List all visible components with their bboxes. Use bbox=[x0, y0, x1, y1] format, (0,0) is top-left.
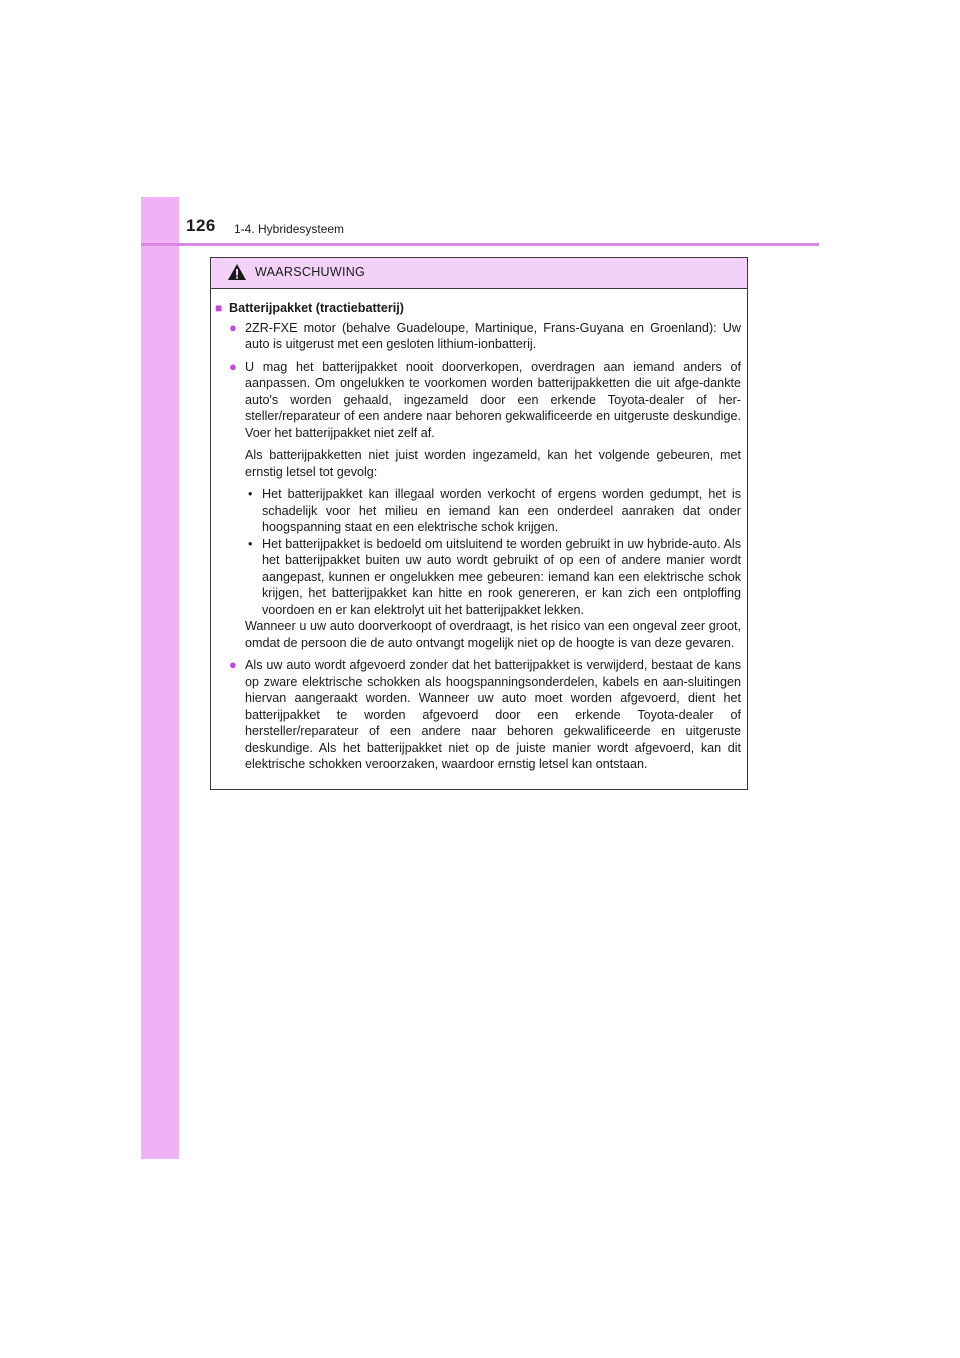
sub-bullet-marker: • bbox=[248, 536, 253, 551]
warning-item-text: Als uw auto wordt afgevoerd zonder dat het batterijpakket is verwijderd, bestaat de kans op zware elektrische schokken als hoogspanningsonderdelen, kabels en aan-sluitingen hiervan aangeraakt worden. Wanneer uw auto moet worden afgevoerd, dient het batterijpakket te worden afgevoerd door een erkende Toyota-dealer of hersteller/reparateur of een andere naar behoren gekwalificeerde en uitgeruste deskundige. Als het batterijpakket niet op de juiste manier wordt afgevoerd, kan dit elektrische schokken veroorzaken, waardoor ernstig letsel kan ontstaan. bbox=[245, 658, 741, 771]
warning-body bbox=[211, 289, 747, 773]
warning-item bbox=[215, 320, 741, 353]
sub-intro: Als batterijpakketten niet juist worden ingezameld, kan het volgende gebeuren, met ernstig letsel tot gevolg: bbox=[245, 448, 741, 479]
circle-bullet-icon: ● bbox=[229, 319, 237, 335]
warning-title: WAARSCHUWING bbox=[255, 265, 366, 279]
warning-heading bbox=[215, 300, 741, 317]
warning-heading-text: Batterijpakket (tractiebatterij) bbox=[229, 301, 404, 315]
sub-bullet bbox=[245, 486, 741, 536]
chapter-side-tab bbox=[141, 197, 179, 1159]
warning-item-text: 2ZR-FXE motor (behalve Guadeloupe, Martinique, Frans-Guyana en Groenland): Uw auto is uitgerust met een gesloten lithium-ionbatterij. bbox=[245, 320, 741, 351]
section-title: 1-4. Hybridesysteem bbox=[234, 222, 345, 236]
sub-bullet-marker: • bbox=[248, 487, 253, 501]
warning-item-text: U mag het batterijpakket nooit doorverkopen, overdragen aan iemand anders of aanpassen. Om ongelukken te voorkomen worden batterijpakketten die uit afge-dankte auto's worden gehaald, ingezameld door een erkende Toyota-dealer of her-steller/reparateur of een andere naar behoren gekwalificeerde en uitgeruste deskundige. Voer het batterijpakket niet zelf af. bbox=[245, 359, 741, 440]
sub-bullet-text: Het batterijpakket is bedoeld om uitsluitend te worden gebruikt in uw hybride-auto. Als het batterijpakket buiten uw auto wordt gebruikt of op een of andere manier wordt aangepast, kunnen er ongelukken mee gebeuren: iemand kan een elektrische schok krijgen, het batterijpakket kan hitte en rook genereren, er kan zich een ontploffing voordoen en er kan elektrolyt uit het batterijpakket lekken. bbox=[262, 536, 741, 617]
warning-box bbox=[210, 257, 748, 790]
warning-triangle-icon bbox=[227, 263, 247, 281]
page-number: 126 bbox=[186, 216, 216, 235]
square-bullet-icon: ■ bbox=[215, 301, 223, 315]
warning-item bbox=[215, 359, 741, 442]
circle-bullet-icon: ● bbox=[229, 358, 237, 374]
sub-bullet-list bbox=[245, 486, 741, 618]
sub-bullet-text: Het batterijpakket kan illegaal worden verkocht of ergens worden gedumpt, het is schadelijk voor het milieu en iemand kan een onderdeel aanraken dat onder hoogspanning staat en een elektrische schok krijgen. bbox=[262, 487, 741, 534]
warning-header bbox=[211, 258, 747, 289]
sub-bullet bbox=[245, 536, 741, 619]
warning-item bbox=[215, 657, 741, 773]
header-rule bbox=[141, 243, 819, 246]
circle-bullet-icon: ● bbox=[229, 657, 237, 672]
sub-closing: Wanneer u uw auto doorverkoopt of overdraagt, is het risico van een ongeval zeer groot, omdat de persoon die de auto ontvangt mogelijk niet op de hoogte is van deze gevaren. bbox=[245, 619, 741, 650]
